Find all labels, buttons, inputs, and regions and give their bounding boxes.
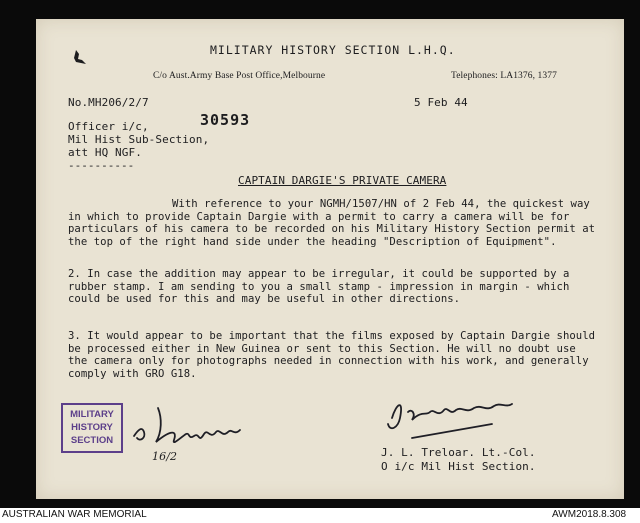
signatory-name: J. L. Treloar. Lt.-Col.	[381, 446, 536, 459]
paragraph-1-text: With reference to your NGMH/1507/HN of 2 Feb 44, the quickest way in which to provide Captain Dargie with a permit to carry a camera will be for particulars of his camera to be recorded on his Military History Section permit at the top of the right hand side under the heading "Description of Equipment".	[68, 198, 596, 248]
reference-number: No.MH206/2/7	[68, 96, 149, 109]
stamp-line-3: SECTION	[70, 435, 114, 446]
recipient-line-1: Officer i/c,	[68, 120, 149, 133]
handwritten-date: 16/2	[152, 450, 178, 463]
body-paragraph-2	[68, 268, 600, 306]
signatory-title: O i/c Mil Hist Section.	[381, 460, 536, 473]
registry-number: 30593	[200, 111, 251, 129]
letterhead-title: MILITARY HISTORY SECTION L.H.Q.	[210, 43, 456, 57]
military-history-section-stamp	[61, 403, 123, 453]
treloar-signature-icon	[382, 388, 552, 448]
stamp-line-2: HISTORY	[71, 422, 113, 433]
letterhead-telephones: Telephones: LA1376, 1377	[451, 71, 557, 81]
body-paragraph-1	[68, 198, 600, 248]
paragraph-3-text: 3. It would appear to be important that the films exposed by Captain Dargie should be processed either in New Guinea or sent to this Section. He will no doubt use the camera only for photographs needed in connection with his work, and generally comply with GRO G18.	[68, 330, 596, 380]
subject-heading: CAPTAIN DARGIE'S PRIVATE CAMERA	[238, 174, 447, 187]
paragraph-2-text: 2. In case the addition may appear to be irregular, it could be supported by a rubber stamp. I am sending to you a small stamp - impression in margin - which could be used for this and may be useful in other directions.	[68, 268, 570, 305]
footer-institution: AUSTRALIAN WAR MEMORIAL	[2, 509, 147, 520]
recipient-separator: ----------	[68, 159, 135, 172]
kangaroo-emblem-icon	[70, 48, 92, 68]
recipient-line-2: Mil Hist Sub-Section,	[68, 133, 210, 146]
stamp-line-1: MILITARY	[70, 409, 114, 420]
letterhead-address: C/o Aust.Army Base Post Office,Melbourne	[153, 71, 326, 81]
footer-accession-number: AWM2018.8.308	[552, 509, 627, 520]
recipient-line-3: att HQ NGF.	[68, 146, 142, 159]
letter-date: 5 Feb 44	[414, 96, 468, 109]
body-paragraph-3	[68, 330, 600, 380]
dargie-signature-icon	[128, 392, 248, 462]
